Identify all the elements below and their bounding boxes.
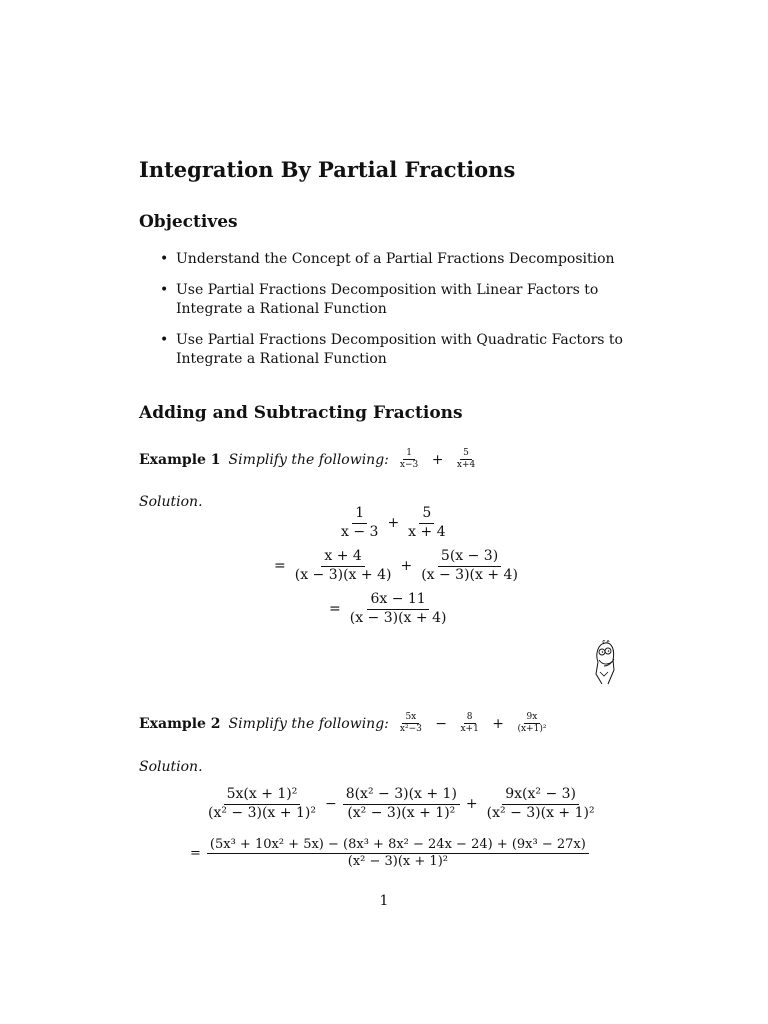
objectives-list (160, 250, 630, 381)
fraction: $\frac{5(x - 3)}{(x - 3)(x + 4)}$ (421, 548, 518, 583)
fraction: $\frac{\text{(5x³ + 10x² + 5x) − (8x³ + 8x² − 24x − 24) + (9x³ − 27x)}}{\text{(x² − 3)(x + 1)²}}$ (207, 837, 589, 871)
fraction: $\frac{8}{x+1}$ (460, 712, 479, 735)
page-title: Integration By Partial Fractions (139, 157, 516, 182)
objectives-heading: Objectives (139, 212, 238, 232)
section-heading: Adding and Subtracting Fractions (139, 403, 463, 423)
list-item: • Use Partial Fractions Decomposition with Linear Factors to Integrate a Rational Function (160, 282, 599, 317)
example-2-step-2: = $\frac{\text{(5x³ + 10x² + 5x) − (8x³ + 8x² − 24x − 24) + (9x³ − 27x)}}{\text{(x² − 3)(x + 1)²}}$ (186, 837, 591, 871)
example-1-step-2: = $\frac{x + 4}{(x - 3)(x + 4)}$ + $\frac{5(x - 3)}{(x - 3)(x + 4)}$ (270, 548, 523, 584)
example-1-line (139, 448, 480, 472)
example-2-label: Example 2 (139, 715, 221, 732)
fraction: $\frac{1}{x - 3}$ (341, 505, 379, 540)
fraction: $\frac{1}{x-3}$ (399, 448, 419, 471)
example-2-solution-label: Solution. (139, 759, 203, 775)
fraction: $\frac{5}{x + 4}$ (408, 505, 446, 540)
example-1-step-1: $\frac{1}{x - 3}$ + $\frac{5}{x + 4}$ (336, 505, 451, 541)
list-item: • Understand the Concept of a Partial Fractions Decomposition (160, 251, 615, 267)
fraction: $\frac{x + 4}{(x - 3)(x + 4)}$ (294, 548, 392, 583)
bullet-icon: • (160, 332, 169, 348)
bullet-icon: • (160, 251, 169, 267)
example-1-label: Example 1 (139, 451, 221, 468)
fraction: $\frac{\text{9x(x² − 3)}}{\text{(x² − 3)(x + 1)²}}$ (486, 786, 595, 821)
fraction: $\frac{5x}{\text{x²−3}}$ (399, 712, 422, 735)
cartoon-character-icon (590, 640, 618, 686)
example-1-solution-label: Solution. (139, 494, 203, 510)
list-item: • Use Partial Fractions Decomposition with Quadratic Factors to Integrate a Rational Function (160, 332, 623, 367)
fraction: $\frac{5}{x+4}$ (456, 448, 476, 471)
fraction: $\frac{9x}{\text{(x+1)²}}$ (517, 712, 547, 735)
page-number: 1 (379, 893, 389, 909)
fraction: $\frac{\text{8(x² − 3)(x + 1)}}{\text{(x² − 3)(x + 1)²}}$ (343, 786, 460, 822)
example-2-expression: $\frac{5x}{\text{x²−3}}$ − $\frac{8}{x+1}$ + $\frac{9x}{\text{(x+1)²}}$ (395, 712, 552, 736)
example-1-step-3: = $\frac{6x - 11}{(x - 3)(x + 4)}$ (325, 591, 451, 627)
example-1-prompt: Simplify the following: (228, 451, 389, 468)
fraction: $\frac{6x - 11}{(x - 3)(x + 4)}$ (349, 591, 447, 626)
example-2-line (139, 712, 551, 736)
example-1-expression: $\frac{1}{x-3}$ + $\frac{5}{x+4}$ (395, 448, 480, 472)
bullet-icon: • (160, 282, 169, 298)
example-2-prompt: Simplify the following: (228, 715, 389, 732)
example-2-step-1: $\frac{\text{5x(x + 1)²}}{\text{(x² − 3)(x + 1)²}}$ − $\frac{\text{8(x² − 3)(x + 1)}}{\text{(x² − 3)(x + 1)²}}$ + $\frac{\text{9x(x² − 3)}}{\text{(x² − 3)(x + 1)²}}$ (203, 786, 600, 822)
fraction: $\frac{\text{5x(x + 1)²}}{\text{(x² − 3)(x + 1)²}}$ (208, 786, 316, 821)
